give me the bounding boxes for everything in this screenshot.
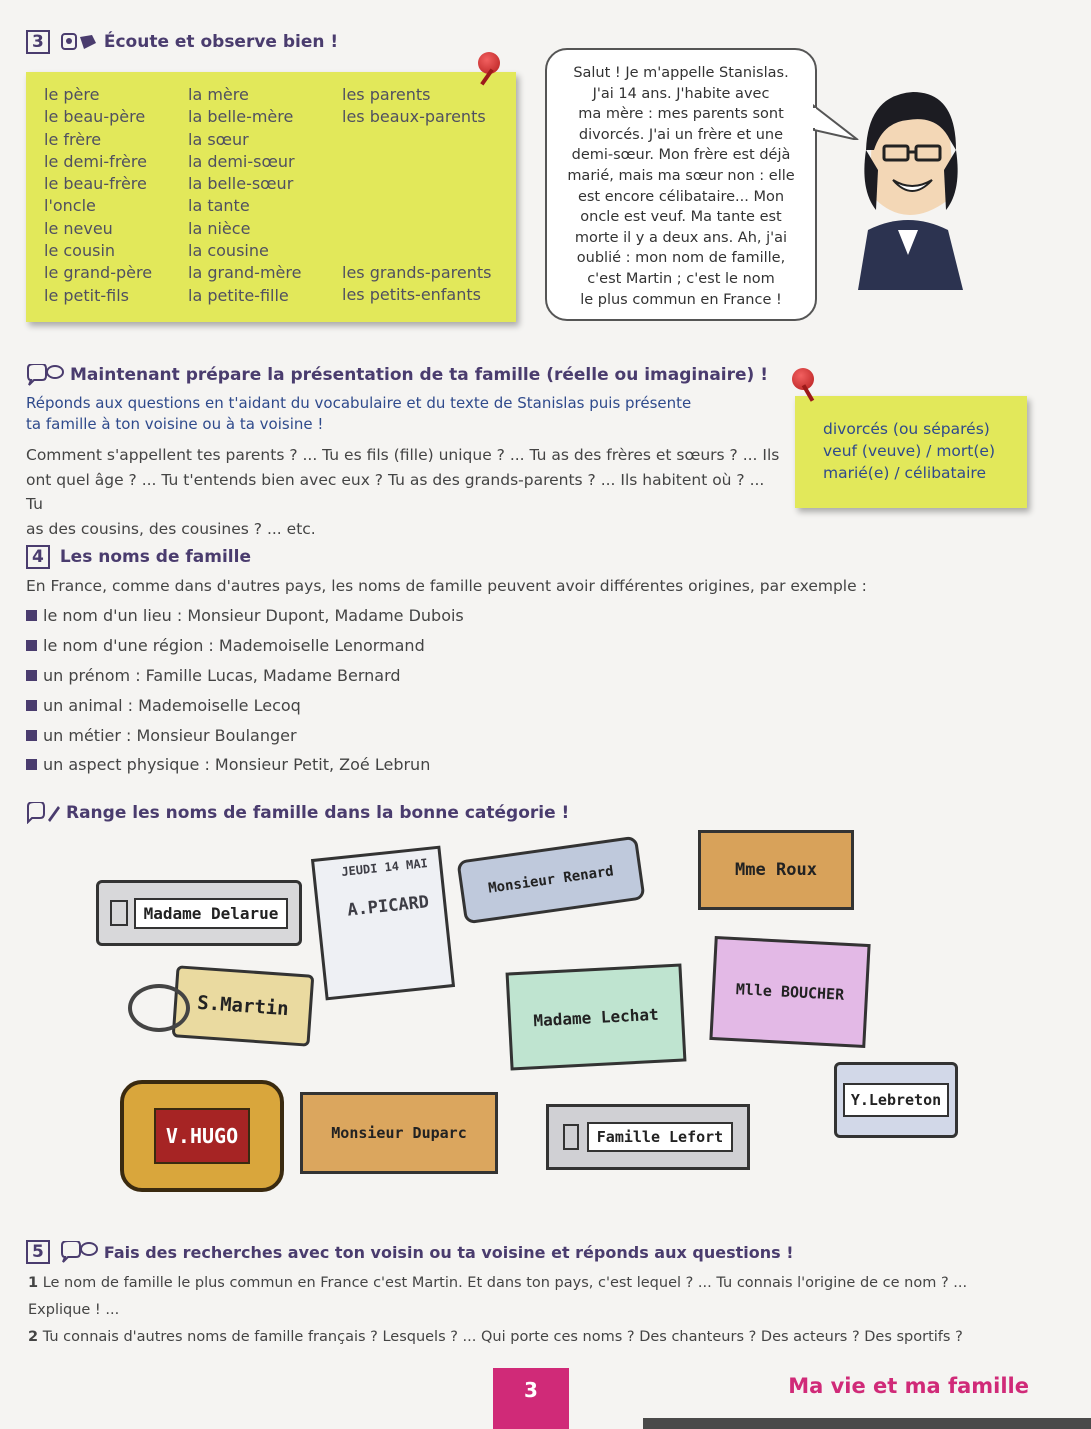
brassplate-text: Monsieur Duparc xyxy=(331,1124,467,1142)
vocab-reminder-note xyxy=(795,396,1027,508)
listen-icon xyxy=(60,31,98,53)
footer-bar xyxy=(643,1418,1091,1429)
ex5-question-1-cont: Explique ! ... xyxy=(28,1302,120,1318)
prep-title: Maintenant prépare la présentation de ta famille (réelle ou imaginaire) ! xyxy=(70,365,768,385)
vocab-column-masculine xyxy=(44,84,152,307)
vocab-item: le père xyxy=(44,85,100,104)
vocab-item: le demi-frère xyxy=(44,151,147,171)
vocab-item: les beaux-parents xyxy=(342,107,486,127)
bubble-line: J'ai 14 ans. J'habite avec xyxy=(592,85,770,102)
prep-questions xyxy=(26,443,786,541)
vocab-item: la tante xyxy=(188,196,250,216)
torn-paper-boucher xyxy=(709,936,870,1048)
vocab-item: le neveu xyxy=(44,218,113,238)
plate-text: Madame Lechat xyxy=(532,1004,660,1030)
vocab-item: le beau-père xyxy=(44,107,146,127)
bullet-square xyxy=(26,640,37,651)
stanislas-illustration xyxy=(838,80,978,290)
bubble-line: morte il y a deux ans. Ah, j'ai xyxy=(574,229,788,246)
ornate-frame-text: V.HUGO xyxy=(154,1108,250,1164)
bullet-square xyxy=(26,730,37,741)
plate-lefort xyxy=(546,1104,750,1170)
vocab-item: la sœur xyxy=(188,129,249,149)
vocab-item: la grand-mère xyxy=(188,263,302,283)
brassplate-roux xyxy=(698,830,854,910)
torn-paper-text: Mlle BOUCHER xyxy=(735,980,845,1004)
bubble-line: divorcés. J'ai un frère et une xyxy=(578,126,784,143)
keytag-renard xyxy=(456,836,645,925)
ex3-number: 3 xyxy=(26,30,50,54)
ex5-title: Fais des recherches avec ton voisin ou ta voisine et réponds aux questions ! xyxy=(103,1242,794,1262)
write-icon xyxy=(26,802,60,824)
prep-instruction xyxy=(26,393,691,435)
ex4-title: Les noms de famille xyxy=(59,547,251,567)
prep-question-line: Comment s'appellent tes parents ? ... Tu es fils (fille) unique ? ... Tu as des frères et sœurs ? ... Ils xyxy=(26,446,780,464)
chapter-title: Ma vie et ma famille xyxy=(788,1374,1029,1398)
bubble-line: le plus commun en France ! xyxy=(580,291,782,308)
notepad-date: JEUDI 14 MAI xyxy=(340,856,429,880)
keyring-icon xyxy=(128,984,190,1032)
ex3-heading xyxy=(26,30,338,54)
speech-bubble xyxy=(545,48,817,321)
vocabulary-note xyxy=(26,72,516,322)
ornate-frame-hugo xyxy=(120,1080,284,1192)
speak-icon xyxy=(26,364,64,386)
prep-heading xyxy=(26,364,768,386)
ex5-question-2: 2 Tu connais d'autres noms de famille français ? Lesquels ? ... Qui porte ces noms ? Des chanteurs ? Des acteurs ? Des sportifs ? xyxy=(28,1329,963,1345)
keytag-text: Monsieur Renard xyxy=(487,863,615,897)
vocab-item: le grand-père xyxy=(44,263,153,283)
ex5-heading xyxy=(26,1240,794,1264)
brassplate-duparc xyxy=(300,1092,498,1174)
notepad-picard xyxy=(311,846,455,1001)
plate-text: Famille Lefort xyxy=(587,1122,733,1152)
ex3-title: Écoute et observe bien ! xyxy=(103,32,339,52)
brassplate-text: Mme Roux xyxy=(735,860,817,880)
bubble-line: oublié : mon nom de famille, xyxy=(576,250,786,267)
bubble-line: marié, mais ma sœur non : elle xyxy=(567,167,795,184)
vocab-item: le cousin xyxy=(44,241,116,261)
vocab-column-feminine xyxy=(188,84,301,307)
sort-heading xyxy=(26,802,569,824)
list-item: un métier : Monsieur Boulanger xyxy=(26,720,464,750)
plate-lechat xyxy=(506,963,687,1070)
vocab-item: l'oncle xyxy=(44,196,96,216)
vocab-item: la nièce xyxy=(188,218,251,238)
nameplate-delarue xyxy=(96,880,302,946)
page-number: 3 xyxy=(493,1368,569,1429)
ex5-question-1: 1 Le nom de famille le plus commun en France c'est Martin. Et dans ton pays, c'est lequel ? ... Tu connais l'origine de ce nom ? ... xyxy=(28,1275,968,1291)
plate-lebreton xyxy=(834,1062,958,1138)
vocab-column-plural-bottom xyxy=(342,262,491,307)
vocab-column-plural-top xyxy=(342,84,486,129)
origin-list xyxy=(26,601,464,780)
notepad-text: A.PICARD xyxy=(346,892,431,921)
vocab-item: les petits-enfants xyxy=(342,285,481,305)
note-line: divorcés (ou séparés) xyxy=(823,420,990,438)
keytag-text: S.Martin xyxy=(196,991,290,1021)
vocab-item: la belle-mère xyxy=(188,107,294,127)
bullet-square xyxy=(26,759,37,770)
vocab-item: le frère xyxy=(44,129,102,149)
sort-title: Range les noms de famille dans la bonne catégorie ! xyxy=(66,803,570,823)
list-item: un animal : Mademoiselle Lecoq xyxy=(26,690,464,720)
vocab-item: les grands-parents xyxy=(342,263,492,282)
vocab-item: la belle-sœur xyxy=(188,174,294,194)
ex4-number: 4 xyxy=(26,545,50,569)
speak-icon xyxy=(60,1241,98,1263)
bubble-line: est encore célibataire... Mon xyxy=(577,188,785,205)
ex5-number: 5 xyxy=(26,1240,50,1264)
keytag-martin xyxy=(172,965,315,1046)
bullet-square xyxy=(26,670,37,681)
vocab-item: le petit-fils xyxy=(44,285,129,305)
bullet-square xyxy=(26,610,37,621)
vocab-item: la petite-fille xyxy=(188,285,289,305)
note-line: marié(e) / célibataire xyxy=(823,464,986,482)
list-item: le nom d'un lieu : Monsieur Dupont, Madame Dubois xyxy=(26,601,464,631)
ex4-intro: En France, comme dans d'autres pays, les noms de famille peuvent avoir différentes origines, par exemple : xyxy=(26,577,867,595)
prep-instruction-line: ta famille à ton voisine ou à ta voisine ! xyxy=(26,415,324,433)
list-item: un aspect physique : Monsieur Petit, Zoé Lebrun xyxy=(26,750,464,780)
vocab-item: la demi-sœur xyxy=(188,151,295,171)
bubble-line: oncle est veuf. Ma tante est xyxy=(580,209,782,226)
bullet-square xyxy=(26,700,37,711)
bubble-line: Salut ! Je m'appelle Stanislas. xyxy=(573,65,789,81)
plate-text: Y.Lebreton xyxy=(843,1083,949,1117)
list-item: un prénom : Famille Lucas, Madame Bernard xyxy=(26,661,464,691)
nameplate-text: Madame Delarue xyxy=(134,898,289,929)
prep-instruction-line: Réponds aux questions en t'aidant du vocabulaire et du texte de Stanislas puis présente xyxy=(26,394,692,412)
bubble-line: ma mère : mes parents sont xyxy=(578,106,784,123)
note-line: veuf (veuve) / mort(e) xyxy=(823,442,995,460)
bubble-line: demi-sœur. Mon frère est déjà xyxy=(571,147,791,164)
vocab-item: le beau-frère xyxy=(44,174,147,194)
vocab-item: la mère xyxy=(188,85,249,104)
prep-question-line: ont quel âge ? ... Tu t'entends bien avec eux ? Tu as des grands-parents ? ... Ils habitent où ? ... Tu xyxy=(26,470,765,513)
ex4-heading xyxy=(26,545,251,569)
vocab-item: les parents xyxy=(342,85,431,104)
list-item: le nom d'une région : Mademoiselle Lenormand xyxy=(26,631,464,661)
ex5-questions xyxy=(28,1270,1058,1351)
vocab-item: la cousine xyxy=(188,241,269,261)
prep-question-line: as des cousins, des cousines ? ... etc. xyxy=(26,519,316,538)
bubble-line: c'est Martin ; c'est le nom xyxy=(587,270,775,287)
